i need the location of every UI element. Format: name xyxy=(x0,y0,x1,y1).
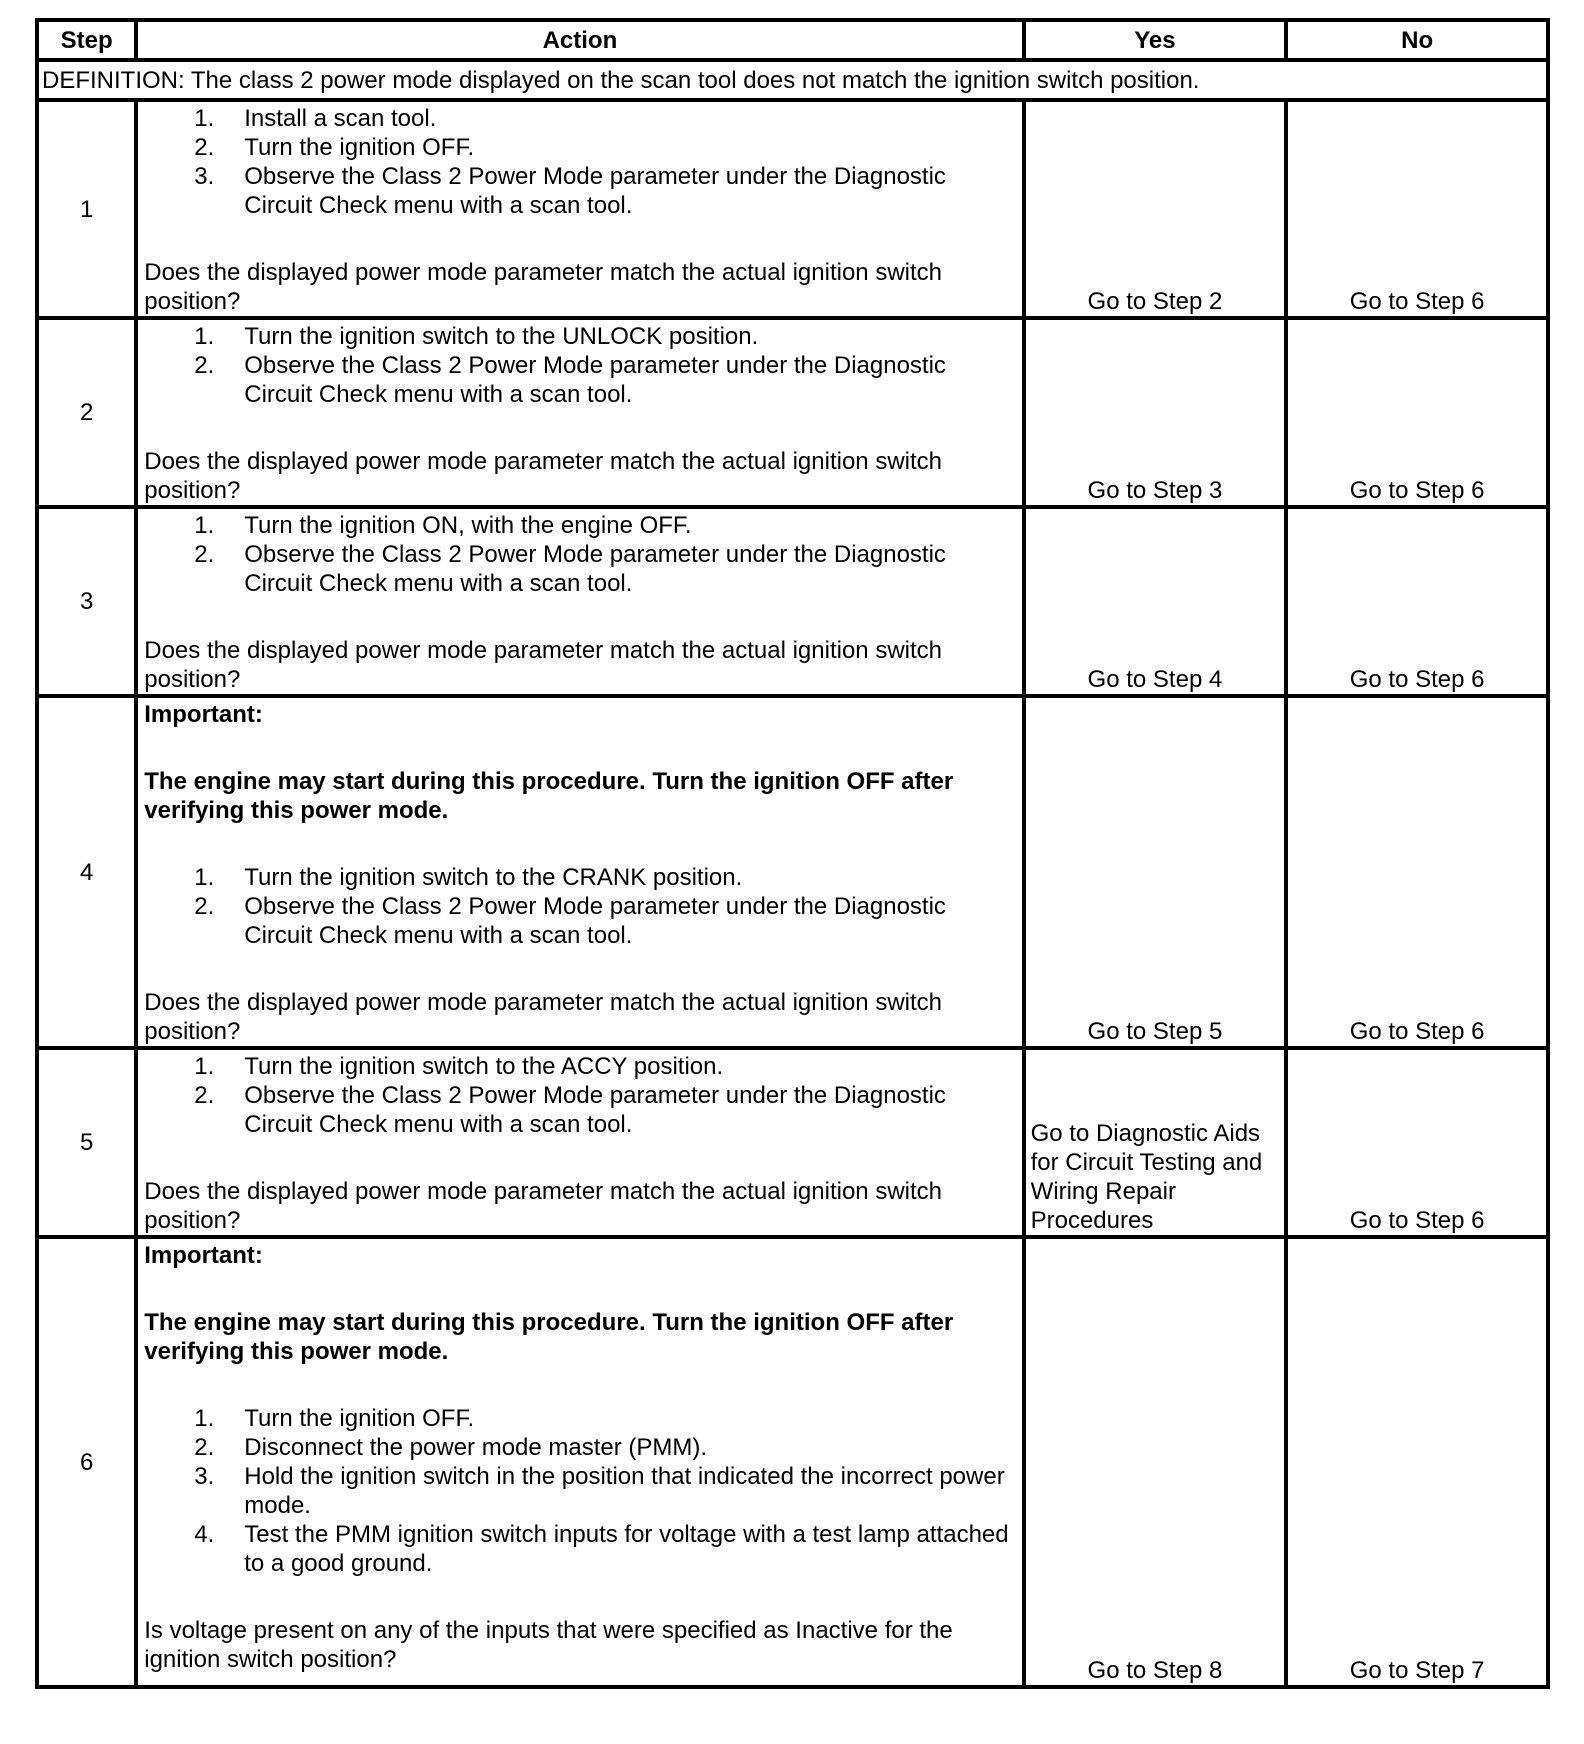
table-row xyxy=(37,1048,1548,1237)
header-action: Action xyxy=(136,20,1023,60)
question-text: Does the displayed power mode parameter match the actual ignition switch position? xyxy=(144,448,943,504)
step-number: 5 xyxy=(37,1048,136,1237)
procedure-item xyxy=(144,104,1013,133)
procedure-number: 1. xyxy=(194,1405,215,1432)
important-text: The engine may start during this procedure. Turn the ignition OFF after verifying this power mode. xyxy=(144,768,954,824)
procedure-text: Turn the ignition ON, with the engine OFF. xyxy=(244,512,692,539)
procedure-number: 1. xyxy=(194,864,215,891)
procedure-item xyxy=(144,540,1013,598)
procedure-item xyxy=(144,892,1013,950)
header-yes: Yes xyxy=(1024,20,1287,60)
question-text: Does the displayed power mode parameter match the actual ignition switch position? xyxy=(144,259,943,315)
step-number: 6 xyxy=(37,1237,136,1687)
important-label: Important: xyxy=(144,701,263,728)
procedure-number: 3. xyxy=(194,163,215,190)
procedure-item xyxy=(144,1462,1013,1520)
diagnostic-table xyxy=(35,18,1550,1689)
action-cell xyxy=(136,100,1023,318)
question-text: Does the displayed power mode parameter match the actual ignition switch position? xyxy=(144,989,943,1045)
procedure-number: 2. xyxy=(194,893,215,920)
procedure-text: Turn the ignition OFF. xyxy=(244,134,475,161)
procedure-list xyxy=(144,511,1013,598)
procedure-list xyxy=(144,322,1013,409)
action-cell xyxy=(136,1048,1023,1237)
procedure-text: Install a scan tool. xyxy=(244,105,437,132)
no-result: Go to Step 6 xyxy=(1286,100,1548,318)
procedure-item xyxy=(144,1520,1013,1578)
no-result: Go to Step 6 xyxy=(1286,507,1548,696)
step-number: 3 xyxy=(37,507,136,696)
procedure-number: 4. xyxy=(194,1521,215,1548)
procedure-text: Turn the ignition switch to the ACCY position. xyxy=(244,1053,724,1080)
procedure-item xyxy=(144,322,1013,351)
procedure-number: 1. xyxy=(194,512,215,539)
no-result: Go to Step 7 xyxy=(1286,1237,1548,1687)
procedure-text: Test the PMM ignition switch inputs for voltage with a test lamp attached to a good ground. xyxy=(244,1521,1009,1577)
procedure-item xyxy=(144,1404,1013,1433)
procedure-item xyxy=(144,1081,1013,1139)
no-result: Go to Step 6 xyxy=(1286,696,1548,1048)
procedure-number: 2. xyxy=(194,1082,215,1109)
table-row xyxy=(37,1237,1548,1687)
procedure-item xyxy=(144,1052,1013,1081)
procedure-text: Observe the Class 2 Power Mode parameter under the Diagnostic Circuit Check menu with a scan tool. xyxy=(244,352,946,408)
procedure-number: 2. xyxy=(194,541,215,568)
question-text: Does the displayed power mode parameter match the actual ignition switch position? xyxy=(144,637,943,693)
procedure-text: Turn the ignition switch to the CRANK position. xyxy=(244,864,743,891)
definition-row xyxy=(37,60,1548,100)
procedure-number: 2. xyxy=(194,352,215,379)
action-cell xyxy=(136,507,1023,696)
header-no: No xyxy=(1286,20,1548,60)
table-row xyxy=(37,318,1548,507)
definition-text: DEFINITION: The class 2 power mode displayed on the scan tool does not match the ignition switch position. xyxy=(37,60,1548,100)
yes-result: Go to Diagnostic Aids for Circuit Testing and Wiring Repair Procedures xyxy=(1024,1048,1287,1237)
procedure-number: 2. xyxy=(194,134,215,161)
yes-result: Go to Step 5 xyxy=(1024,696,1287,1048)
procedure-item xyxy=(144,511,1013,540)
procedure-number: 1. xyxy=(194,323,215,350)
procedure-item xyxy=(144,351,1013,409)
procedure-text: Observe the Class 2 Power Mode parameter under the Diagnostic Circuit Check menu with a scan tool. xyxy=(244,541,946,597)
procedure-text: Observe the Class 2 Power Mode parameter under the Diagnostic Circuit Check menu with a scan tool. xyxy=(244,1082,946,1138)
table-row xyxy=(37,100,1548,318)
question-text: Is voltage present on any of the inputs that were specified as Inactive for the ignition switch position? xyxy=(144,1617,953,1673)
procedure-item xyxy=(144,133,1013,162)
no-result: Go to Step 6 xyxy=(1286,318,1548,507)
no-result: Go to Step 6 xyxy=(1286,1048,1548,1237)
procedure-text: Observe the Class 2 Power Mode parameter under the Diagnostic Circuit Check menu with a scan tool. xyxy=(244,163,946,219)
procedure-number: 3. xyxy=(194,1463,215,1490)
action-cell xyxy=(136,1237,1023,1687)
procedure-number: 1. xyxy=(194,105,215,132)
procedure-list xyxy=(144,1404,1013,1578)
yes-result: Go to Step 3 xyxy=(1024,318,1287,507)
action-cell xyxy=(136,318,1023,507)
table-row xyxy=(37,696,1548,1048)
procedure-list xyxy=(144,1052,1013,1139)
table-row xyxy=(37,507,1548,696)
yes-result: Go to Step 8 xyxy=(1024,1237,1287,1687)
action-cell xyxy=(136,696,1023,1048)
procedure-text: Hold the ignition switch in the position that indicated the incorrect power mode. xyxy=(244,1463,1005,1519)
procedure-list xyxy=(144,863,1013,950)
procedure-text: Turn the ignition OFF. xyxy=(244,1405,475,1432)
question-text: Does the displayed power mode parameter match the actual ignition switch position? xyxy=(144,1178,943,1234)
procedure-item xyxy=(144,1433,1013,1462)
procedure-list xyxy=(144,104,1013,220)
important-label: Important: xyxy=(144,1242,263,1269)
header-step: Step xyxy=(37,20,136,60)
procedure-text: Turn the ignition switch to the UNLOCK position. xyxy=(244,323,759,350)
important-text: The engine may start during this procedure. Turn the ignition OFF after verifying this power mode. xyxy=(144,1309,954,1365)
header-row xyxy=(37,20,1548,60)
yes-result: Go to Step 4 xyxy=(1024,507,1287,696)
procedure-text: Disconnect the power mode master (PMM). xyxy=(244,1434,708,1461)
procedure-item xyxy=(144,162,1013,220)
step-number: 1 xyxy=(37,100,136,318)
step-number: 2 xyxy=(37,318,136,507)
procedure-number: 2. xyxy=(194,1434,215,1461)
procedure-text: Observe the Class 2 Power Mode parameter under the Diagnostic Circuit Check menu with a scan tool. xyxy=(244,893,946,949)
step-number: 4 xyxy=(37,696,136,1048)
procedure-item xyxy=(144,863,1013,892)
procedure-number: 1. xyxy=(194,1053,215,1080)
yes-result: Go to Step 2 xyxy=(1024,100,1287,318)
